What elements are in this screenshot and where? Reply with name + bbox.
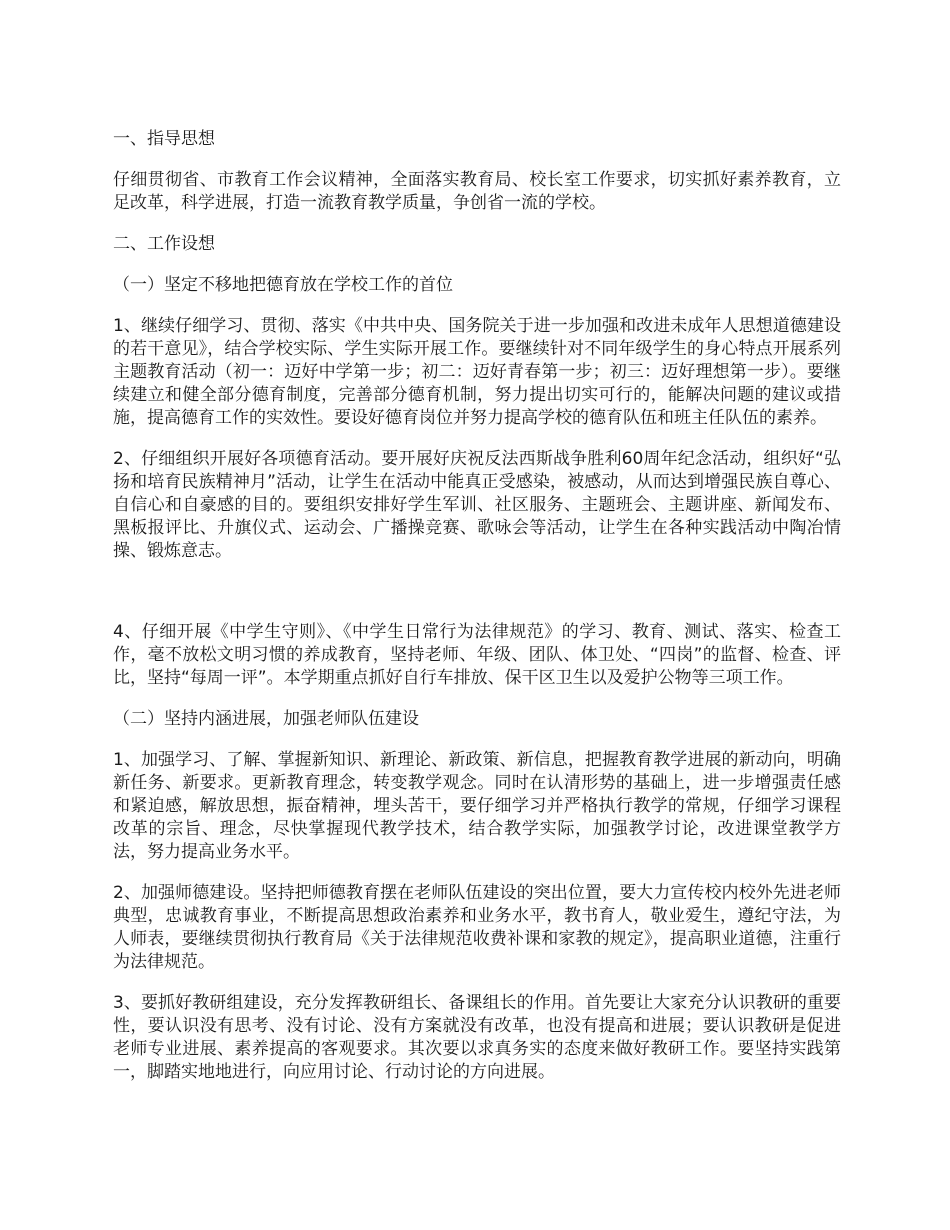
subsection-heading-teacher-team: （二）坚持内涵进展，加强老师队伍建设: [113, 709, 419, 729]
document-body: [113, 128, 841, 1102]
paragraph-item-1-study: 1、加强学习、了解、掌握新知识、新理论、新政策、新信息，把握教育教学进展的新动向，明确新任务、新要求。更新教育理念，转变教学观念。同时在认清形势的基础上，进一步增强责任感和紧迫感，解放思想，振奋精神，埋头苦干，要仔细学习并严格执行教学的常规，仔细学习课程改革的宗旨、理念，尽快掌握现代教学技术，结合教学实际，加强教学讨论，改进课堂教学方法，努力提高业务水平。: [113, 750, 841, 862]
section-heading-work-plan: 二、工作设想: [113, 234, 215, 254]
section-heading-guiding-ideology: 一、指导思想: [113, 129, 215, 149]
paragraph-item-4-conduct: 4、仔细开展《中学生守则》、《中学生日常行为法律规范》的学习、教育、测试、落实、检查工作，毫不放松文明习惯的养成教育，坚持老师、年级、团队、体卫处、“四岗”的监督、检查、评比，坚持“每周一评”。本学期重点抓好自行车排放、保干区卫生以及爱护公物等三项工作。: [113, 622, 841, 688]
paragraph-guiding-ideology: 仔细贯彻省、市教育工作会议精神，全面落实教育局、校长室工作要求，切实抓好素养教育，立足改革，科学进展，打造一流教育教学质量，争创省一流的学校。: [113, 170, 841, 213]
paragraph-item-3-research: 3、要抓好教研组建设，充分发挥教研组长、备课组长的作用。首先要让大家充分认识教研的重要性，要认识没有思考、没有讨论、没有方案就没有改革，也没有提高和进展；要认识教研是促进老师专业进展、素养提高的客观要求。其次要以求真务实的态度来做好教研工作。要坚持实践第一，脚踏实地地进行，向应用讨论、行动讨论的方向进展。: [113, 993, 841, 1082]
paragraph-item-2-activities: 2、仔细组织开展好各项德育活动。要开展好庆祝反法西斯战争胜利60周年纪念活动，组织好“弘扬和培育民族精神月”活动，让学生在活动中能真正受感染，被感动，从而达到增强民族自尊心、自信心和自豪感的目的。要组织安排好学生军训、社区服务、主题班会、主题讲座、新闻发布、黑板报评比、升旗仪式、运动会、广播操竞赛、歌咏会等活动，让学生在各种实践活动中陶冶情操、锻炼意志。: [113, 449, 841, 561]
subsection-heading-moral-education: （一）坚定不移地把德育放在学校工作的首位: [113, 275, 453, 295]
paragraph-item-2-ethics: 2、加强师德建设。坚持把师德教育摆在老师队伍建设的突出位置，要大力宣传校内校外先进老师典型，忠诚教育事业，不断提高思想政治素养和业务水平，教书育人，敬业爱生，遵纪守法，为人师表，要继续贯彻执行教育局《关于法律规范收费补课和家教的规定》，提高职业道德，注重行为法律规范。: [113, 883, 841, 972]
blank-gap: [113, 581, 841, 621]
paragraph-item-1-moral: 1、继续仔细学习、贯彻、落实《中共中央、国务院关于进一步加强和改进未成年人思想道德建设的若干意见》，结合学校实际、学生实际开展工作。要继续针对不同年级学生的身心特点开展系列主题教育活动（初一：迈好中学第一步；初二：迈好青春第一步；初三：迈好理想第一步）。要继续建立和健全部分德育制度，完善部分德育机制，努力提出切实可行的，能解决问题的建议或措施，提高德育工作的实效性。要设好德育岗位并努力提高学校的德育队伍和班主任队伍的素养。: [113, 316, 841, 428]
